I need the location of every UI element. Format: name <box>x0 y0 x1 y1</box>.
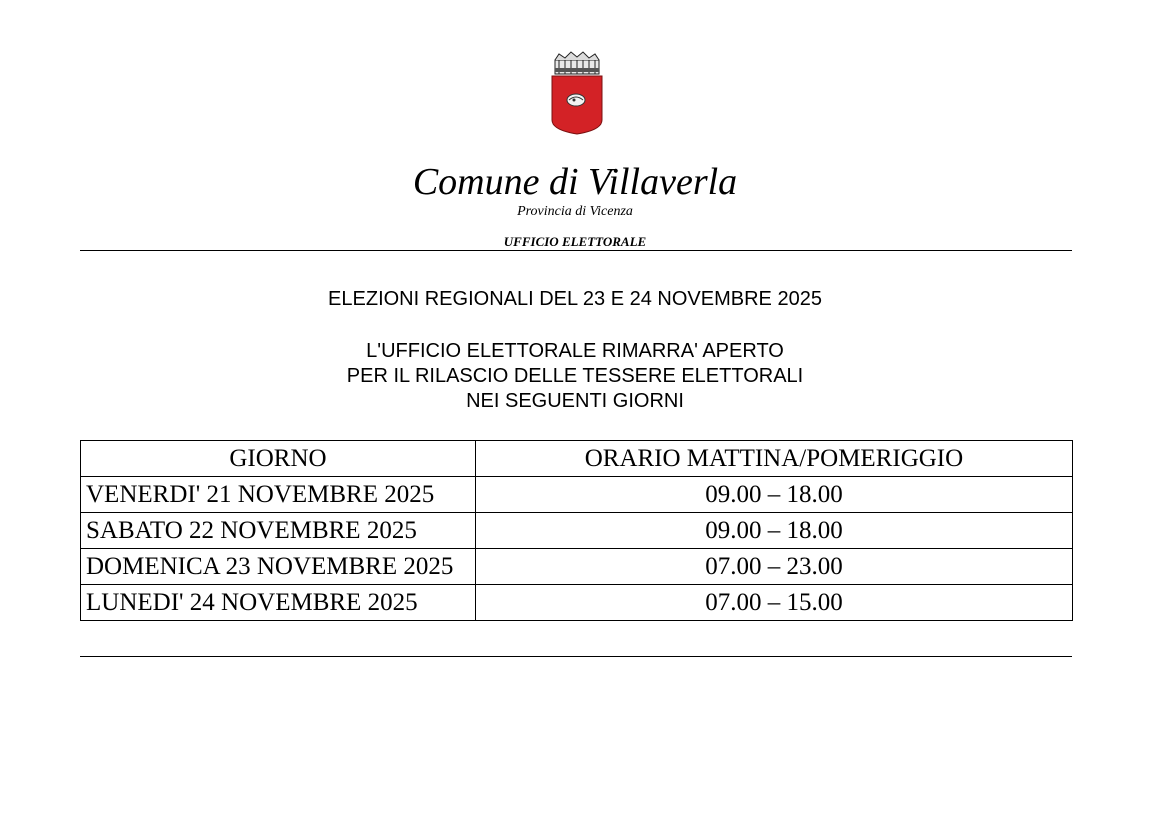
office-label: UFFICIO ELETTORALE <box>503 234 647 249</box>
day-cell: LUNEDI' 24 NOVEMBRE 2025 <box>81 585 476 621</box>
hours-cell: 09.00 – 18.00 <box>475 477 1072 513</box>
notice-line: L'UFFICIO ELETTORALE RIMARRA' APERTO <box>366 340 784 362</box>
coat-of-arms-icon <box>549 50 605 136</box>
table-header-row <box>81 441 1073 477</box>
table-row <box>81 585 1073 621</box>
hours-cell: 09.00 – 18.00 <box>475 513 1072 549</box>
hours-cell: 07.00 – 23.00 <box>475 549 1072 585</box>
table-row <box>81 477 1073 513</box>
column-header-hours: ORARIO MATTINA/POMERIGGIO <box>475 441 1072 477</box>
column-header-day: GIORNO <box>81 441 476 477</box>
schedule-table <box>80 440 1073 621</box>
table-row <box>81 549 1073 585</box>
header-divider <box>80 250 1072 251</box>
table-row <box>81 513 1073 549</box>
municipality-title: Comune di Villaverla <box>412 161 738 203</box>
footer-divider <box>80 656 1072 657</box>
province-subtitle: Provincia di Vicenza <box>517 204 633 219</box>
notice-title: ELEZIONI REGIONALI DEL 23 E 24 NOVEMBRE 2025 <box>328 288 822 310</box>
day-cell: SABATO 22 NOVEMBRE 2025 <box>81 513 476 549</box>
day-cell: VENERDI' 21 NOVEMBRE 2025 <box>81 477 476 513</box>
notice-line: PER IL RILASCIO DELLE TESSERE ELETTORALI <box>346 365 804 387</box>
notice-body <box>0 339 1150 414</box>
day-cell: DOMENICA 23 NOVEMBRE 2025 <box>81 549 476 585</box>
notice-line: NEI SEGUENTI GIORNI <box>466 390 684 412</box>
hours-cell: 07.00 – 15.00 <box>475 585 1072 621</box>
